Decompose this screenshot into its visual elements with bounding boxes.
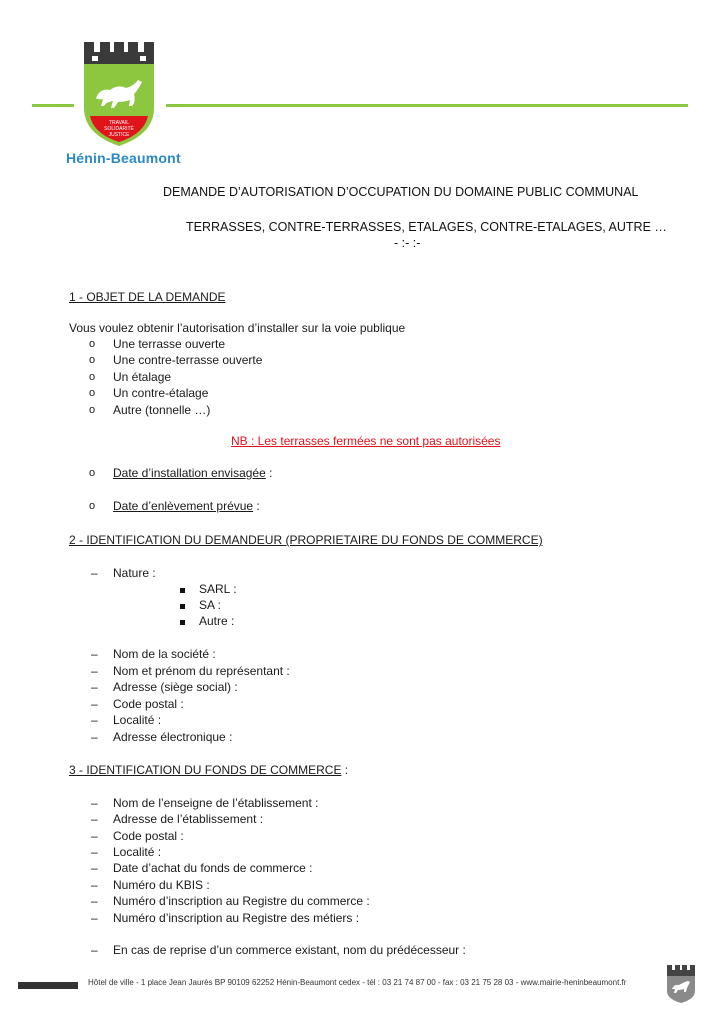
list-dash: – bbox=[91, 812, 98, 826]
square-bullet bbox=[180, 588, 185, 593]
field-shop-sign[interactable]: Nom de l’enseigne de l’établissement : bbox=[113, 796, 319, 810]
city-name-logo-text: Hénin-Beaumont bbox=[66, 150, 181, 166]
option-autre: Autre (tonnelle …) bbox=[113, 403, 211, 417]
list-dash: – bbox=[91, 730, 98, 744]
header-line-right bbox=[166, 104, 688, 107]
list-dash: – bbox=[91, 796, 98, 810]
date-install-label: Date d’installation envisagée bbox=[113, 466, 266, 480]
list-dash: – bbox=[91, 713, 98, 727]
list-dash: – bbox=[91, 566, 98, 580]
option-contre-etalage: Un contre-étalage bbox=[113, 386, 209, 400]
sub-title: TERRASSES, CONTRE-TERRASSES, ETALAGES, CONTRE-ETALAGES, AUTRE … bbox=[186, 220, 667, 234]
field-purchase-date[interactable]: Date d’achat du fonds de commerce : bbox=[113, 861, 313, 875]
list-dash: – bbox=[91, 943, 98, 957]
field-shop-locality[interactable]: Localité : bbox=[113, 845, 162, 859]
list-dash: – bbox=[91, 845, 98, 859]
field-shop-postal-code[interactable]: Code postal : bbox=[113, 829, 184, 843]
checkbox-bullet[interactable]: o bbox=[89, 387, 96, 399]
list-dash: – bbox=[91, 697, 98, 711]
square-bullet bbox=[180, 604, 185, 609]
date-removal-field[interactable] bbox=[113, 499, 260, 513]
footer-address: Hôtel de ville - 1 place Jean Jaurès BP 90109 62252 Hénin-Beaumont cedex - tél : 03 21 74 87 00 - fax : 03 21 75 28 03 - www.mairie-heninbeaumont.fr bbox=[88, 978, 627, 987]
title-separator: - :- :- bbox=[394, 236, 421, 250]
date-removal-label: Date d’enlèvement prévue bbox=[113, 499, 254, 513]
footer-crest-icon bbox=[666, 965, 696, 1003]
footer-bar bbox=[18, 982, 78, 989]
section3-heading: 3 - IDENTIFICATION DU FONDS DE COMMERCE bbox=[69, 763, 342, 777]
field-trade-register[interactable]: Numéro d’inscription au Registre du commerce : bbox=[113, 894, 370, 908]
checkbox-bullet[interactable]: o bbox=[89, 354, 96, 366]
checkbox-bullet[interactable]: o bbox=[89, 371, 96, 383]
list-dash: – bbox=[91, 911, 98, 925]
colon: : bbox=[265, 466, 273, 480]
checkbox-bullet[interactable]: o bbox=[89, 500, 96, 512]
field-predecessor[interactable]: En cas de reprise d’un commerce existant, nom du prédécesseur : bbox=[113, 943, 466, 957]
checkbox-bullet[interactable]: o bbox=[89, 404, 96, 416]
field-locality[interactable]: Localité : bbox=[113, 713, 162, 727]
field-company-name[interactable]: Nom de la société : bbox=[113, 647, 216, 661]
motto-line-2: SOLIDARITÉ bbox=[104, 126, 134, 132]
option-terrasse: Une terrasse ouverte bbox=[113, 337, 226, 351]
header-line-left bbox=[32, 104, 74, 107]
square-bullet bbox=[180, 620, 185, 625]
date-install-field[interactable] bbox=[113, 466, 272, 480]
option-contre-terrasse: Une contre-terrasse ouverte bbox=[113, 353, 263, 367]
section3-heading-wrap bbox=[69, 763, 348, 777]
section2-heading: 2 - IDENTIFICATION DU DEMANDEUR (PROPRIETAIRE DU FONDS DE COMMERCE) bbox=[69, 533, 543, 547]
list-dash: – bbox=[91, 829, 98, 843]
list-dash: – bbox=[91, 894, 98, 908]
motto-line-1: TRAVAIL bbox=[108, 120, 130, 126]
checkbox-bullet[interactable]: o bbox=[89, 467, 96, 479]
field-head-office-address[interactable]: Adresse (siège social) : bbox=[113, 680, 238, 694]
list-dash: – bbox=[91, 647, 98, 661]
list-dash: – bbox=[91, 861, 98, 875]
main-title: DEMANDE D’AUTORISATION D’OCCUPATION DU DOMAINE PUBLIC COMMUNAL bbox=[163, 185, 639, 199]
motto-line-3: JUSTICE bbox=[108, 132, 130, 138]
field-representative[interactable]: Nom et prénom du représentant : bbox=[113, 664, 290, 678]
nature-sa[interactable]: SA : bbox=[199, 598, 222, 612]
field-trades-register[interactable]: Numéro d’inscription au Registre des métiers : bbox=[113, 911, 360, 925]
checkbox-bullet[interactable]: o bbox=[89, 338, 96, 350]
city-crest-logo bbox=[82, 42, 156, 148]
nature-sarl[interactable]: SARL : bbox=[199, 582, 237, 596]
list-dash: – bbox=[91, 664, 98, 678]
option-etalage: Un étalage bbox=[113, 370, 172, 384]
field-kbis-number[interactable]: Numéro du KBIS : bbox=[113, 878, 210, 892]
nature-label: Nature : bbox=[113, 566, 156, 580]
section1-heading: 1 - OBJET DE LA DEMANDE bbox=[69, 290, 226, 304]
field-shop-address[interactable]: Adresse de l’établissement : bbox=[113, 812, 264, 826]
note-closed-terraces: NB : Les terrasses fermées ne sont pas autorisées bbox=[231, 434, 501, 448]
nature-autre[interactable]: Autre : bbox=[199, 614, 235, 628]
list-dash: – bbox=[91, 680, 98, 694]
section3-heading-colon: : bbox=[341, 763, 349, 777]
section1-intro: Vous voulez obtenir l’autorisation d’installer sur la voie publique bbox=[69, 321, 406, 335]
colon: : bbox=[253, 499, 260, 513]
field-email[interactable]: Adresse électronique : bbox=[113, 730, 233, 744]
field-postal-code[interactable]: Code postal : bbox=[113, 697, 184, 711]
list-dash: – bbox=[91, 878, 98, 892]
